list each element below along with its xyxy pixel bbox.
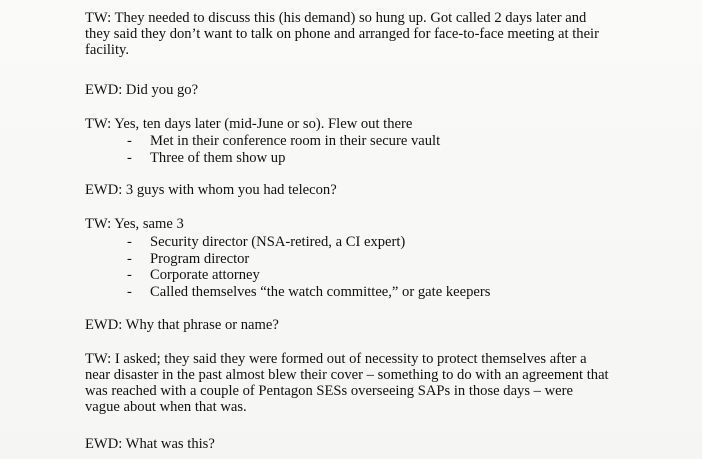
bullet-dash: - — [127, 267, 132, 283]
text-line: TW: I asked; they said they were formed out of necessity to protect themselves after a — [85, 351, 587, 367]
transcript-paragraph — [85, 351, 645, 415]
transcript-paragraph — [85, 116, 645, 132]
text-line: near disaster in the past almost blew their cover – something to do with an agreement that — [85, 367, 609, 383]
text-line: vague about when that was. — [85, 399, 247, 415]
list-item-text: Program director — [150, 250, 250, 267]
transcript-paragraph — [85, 436, 645, 452]
list-item — [127, 267, 490, 284]
list-item — [127, 284, 490, 301]
list-item — [127, 234, 490, 251]
transcript-paragraph — [85, 82, 645, 98]
text-line: TW: Yes, ten days later (mid-June or so). Flew out there — [85, 116, 413, 132]
transcript-paragraph — [85, 10, 645, 58]
text-line: EWD: What was this? — [85, 436, 215, 452]
list-item — [127, 133, 440, 150]
text-line: facility. — [85, 42, 130, 58]
list-item-text: Called themselves “the watch committee,” or gate keepers — [150, 283, 491, 300]
text-line: was reached with a couple of Pentagon SESs overseeing SAPs in those days – were — [85, 383, 573, 399]
text-line: EWD: Why that phrase or name? — [85, 317, 279, 333]
list-item — [127, 251, 490, 268]
transcript-paragraph — [85, 317, 645, 333]
bullet-list — [127, 234, 490, 300]
transcript-paragraph — [85, 216, 645, 232]
text-line: EWD: 3 guys with whom you had telecon? — [85, 182, 337, 198]
bullet-list — [127, 133, 440, 166]
list-item-text: Corporate attorney — [150, 267, 260, 283]
bullet-dash: - — [127, 283, 132, 300]
bullet-dash: - — [127, 250, 132, 267]
list-item-text: Security director (NSA-retired, a CI expert) — [150, 234, 406, 250]
text-line: TW: They needed to discuss this (his demand) so hung up. Got called 2 days later and — [85, 10, 587, 26]
text-line: EWD: Did you go? — [85, 82, 199, 98]
bullet-dash: - — [127, 149, 132, 166]
text-line: they said they don’t want to talk on phone and arranged for face-to-face meeting at their — [85, 26, 599, 42]
list-item — [127, 150, 440, 167]
text-line: TW: Yes, same 3 — [85, 216, 184, 232]
bullet-dash: - — [127, 133, 132, 149]
bullet-dash: - — [127, 234, 132, 250]
list-item-text: Three of them show up — [150, 149, 286, 166]
list-item-text: Met in their conference room in their secure vault — [150, 133, 441, 149]
transcript-paragraph — [85, 182, 645, 198]
